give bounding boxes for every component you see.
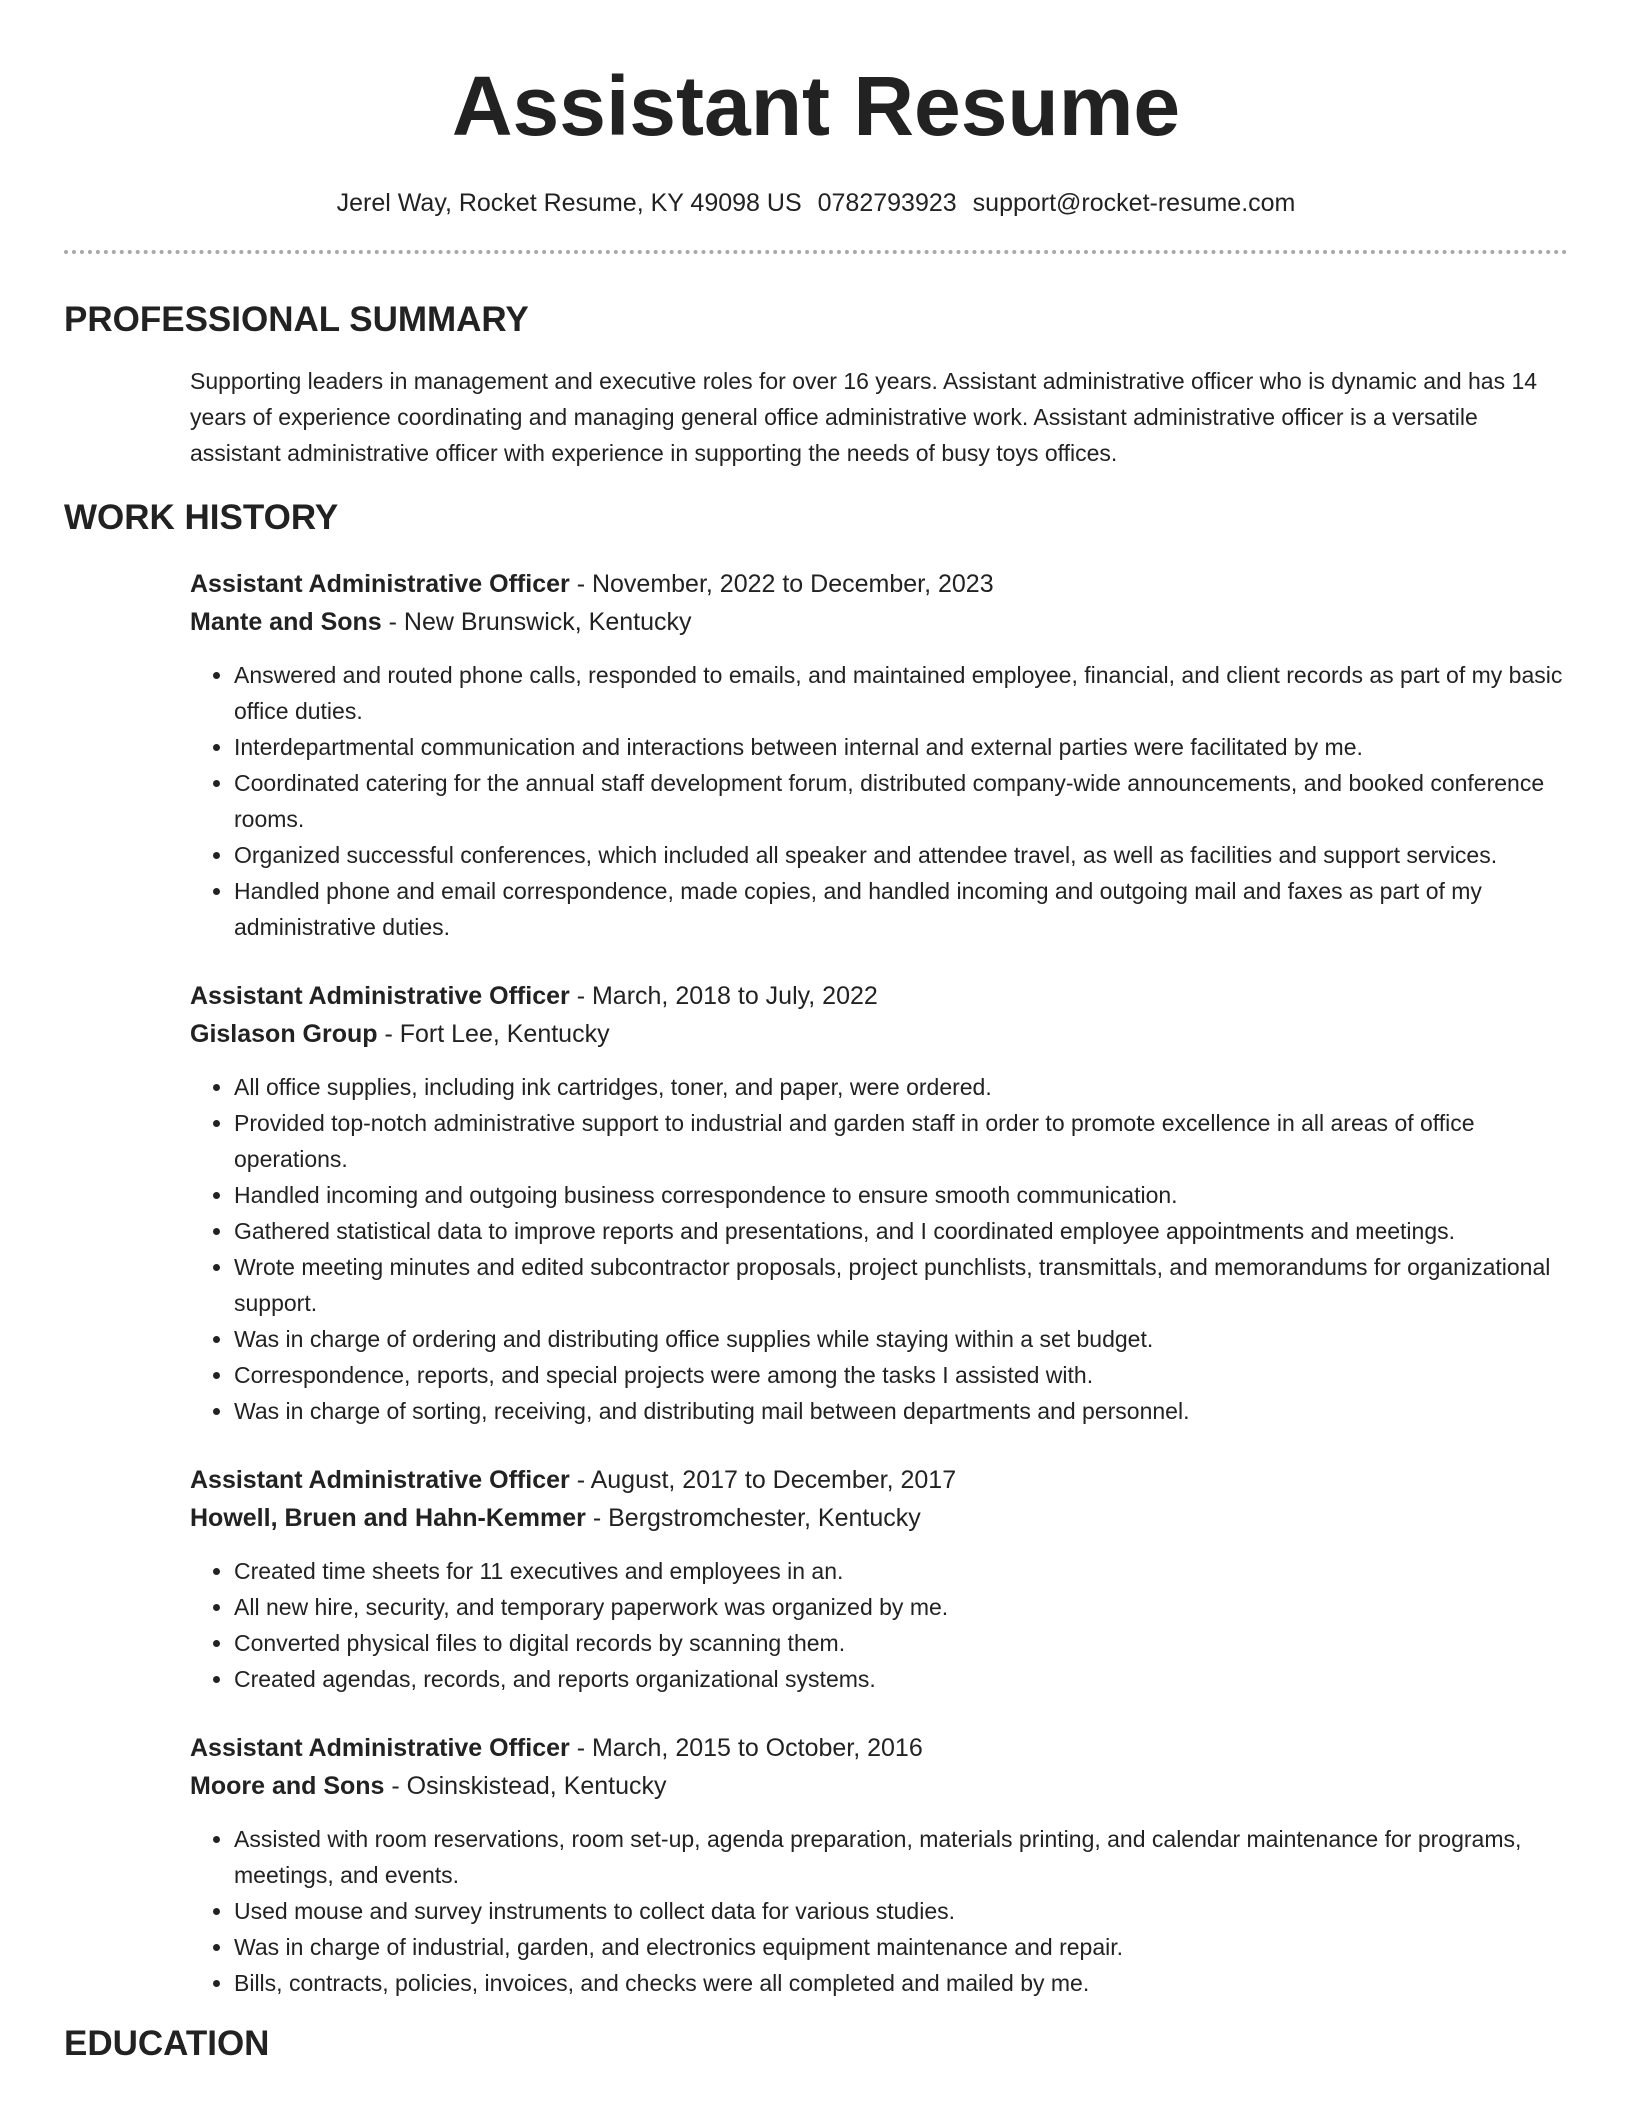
job-title-line [190, 1729, 1568, 1767]
contact-phone: 0782793923 [817, 189, 957, 217]
job-duty-item: • Coordinated catering for the annual staff development forum, distributed company-wide announcements, and booked conference rooms. [234, 765, 1568, 837]
work-history-heading: WORK HISTORY [64, 498, 339, 537]
work-history-list [64, 565, 1568, 2001]
job-duty-item: • Organized successful conferences, which included all speaker and attendee travel, as well as facilities and support services. [234, 837, 1568, 873]
job-duties-list [190, 1069, 1568, 1429]
job-duty-item: • Was in charge of industrial, garden, and electronics equipment maintenance and repair. [234, 1929, 1568, 1965]
job-duty-item: • All office supplies, including ink cartridges, toner, and paper, were ordered. [234, 1069, 1568, 1105]
job-company-line [190, 1499, 1568, 1537]
job-location: - New Brunswick, Kentucky [381, 608, 692, 636]
job-entry [190, 977, 1568, 1429]
job-duty-item: • Gathered statistical data to improve reports and presentations, and I coordinated employee appointments and meetings. [234, 1213, 1568, 1249]
job-title: Assistant Administrative Officer [190, 570, 570, 598]
job-duty-item: • Was in charge of sorting, receiving, and distributing mail between departments and personnel. [234, 1393, 1568, 1429]
job-company-line [190, 1767, 1568, 1805]
job-entry [190, 1729, 1568, 2001]
job-duty-item: • Wrote meeting minutes and edited subcontractor proposals, project punchlists, transmittals, and memorandums for organizational support. [234, 1249, 1568, 1321]
job-duties-list [190, 657, 1568, 945]
header-divider [64, 250, 1568, 254]
job-duty-item: • Bills, contracts, policies, invoices, and checks were all completed and mailed by me. [234, 1965, 1568, 2001]
job-dates: - August, 2017 to December, 2017 [569, 1466, 957, 1494]
job-title: Assistant Administrative Officer [190, 1466, 570, 1494]
job-company: Gislason Group [190, 1020, 378, 1048]
contact-line [64, 188, 1568, 218]
job-title-line [190, 977, 1568, 1015]
job-duty-item: • All new hire, security, and temporary paperwork was organized by me. [234, 1589, 1568, 1625]
job-company-line [190, 603, 1568, 641]
job-location: - Bergstromchester, Kentucky [585, 1504, 921, 1532]
job-dates: - March, 2018 to July, 2022 [569, 982, 878, 1010]
job-duty-item: • Created agendas, records, and reports organizational systems. [234, 1661, 1568, 1697]
education-heading: EDUCATION [64, 2024, 270, 2063]
summary-heading: PROFESSIONAL SUMMARY [64, 300, 529, 339]
job-title: Assistant Administrative Officer [190, 982, 570, 1010]
job-dates: - March, 2015 to October, 2016 [569, 1734, 923, 1762]
job-duty-item: • Assisted with room reservations, room set-up, agenda preparation, materials printing, and calendar maintenance for programs, meetings, and events. [234, 1821, 1568, 1893]
job-duty-item: • Interdepartmental communication and interactions between internal and external parties were facilitated by me. [234, 729, 1568, 765]
job-duty-item: • Created time sheets for 11 executives and employees in an. [234, 1553, 1568, 1589]
contact-address: Jerel Way, Rocket Resume, KY 49098 US [336, 189, 802, 217]
job-duty-item: • Converted physical files to digital records by scanning them. [234, 1625, 1568, 1661]
job-location: - Osinskistead, Kentucky [384, 1772, 667, 1800]
job-duty-item: • Was in charge of ordering and distributing office supplies while staying within a set budget. [234, 1321, 1568, 1357]
job-company: Mante and Sons [190, 608, 382, 636]
contact-email: support@rocket-resume.com [972, 189, 1296, 217]
job-title-line [190, 565, 1568, 603]
job-location: - Fort Lee, Kentucky [377, 1020, 610, 1048]
job-entry [190, 565, 1568, 945]
job-duties-list [190, 1821, 1568, 2001]
job-duty-item: • Handled incoming and outgoing business correspondence to ensure smooth communication. [234, 1177, 1568, 1213]
job-company-line [190, 1015, 1568, 1053]
job-entry [190, 1461, 1568, 1697]
job-duties-list [190, 1553, 1568, 1697]
job-company: Moore and Sons [190, 1772, 385, 1800]
job-duty-item: • Handled phone and email correspondence, made copies, and handled incoming and outgoing mail and faxes as part of my administrative duties. [234, 873, 1568, 945]
job-duty-item: • Correspondence, reports, and special projects were among the tasks I assisted with. [234, 1357, 1568, 1393]
job-duty-item: • Answered and routed phone calls, responded to emails, and maintained employee, financial, and client records as part of my basic office duties. [234, 657, 1568, 729]
job-company: Howell, Bruen and Hahn-Kemmer [190, 1504, 586, 1532]
job-title-line [190, 1461, 1568, 1499]
job-dates: - November, 2022 to December, 2023 [569, 570, 994, 598]
summary-text: Supporting leaders in management and executive roles for over 16 years. Assistant administrative officer who is dynamic and has 14 years of experience coordinating and managing general office administrative work. Assistant administrative officer is a versatile assistant administrative officer with experience in supporting the needs of busy toys offices. [190, 368, 1538, 466]
page-title: Assistant Resume [451, 59, 1181, 153]
job-duty-item: • Used mouse and survey instruments to collect data for various studies. [234, 1893, 1568, 1929]
job-duty-item: • Provided top-notch administrative support to industrial and garden staff in order to promote excellence in all areas of office operations. [234, 1105, 1568, 1177]
job-title: Assistant Administrative Officer [190, 1734, 570, 1762]
